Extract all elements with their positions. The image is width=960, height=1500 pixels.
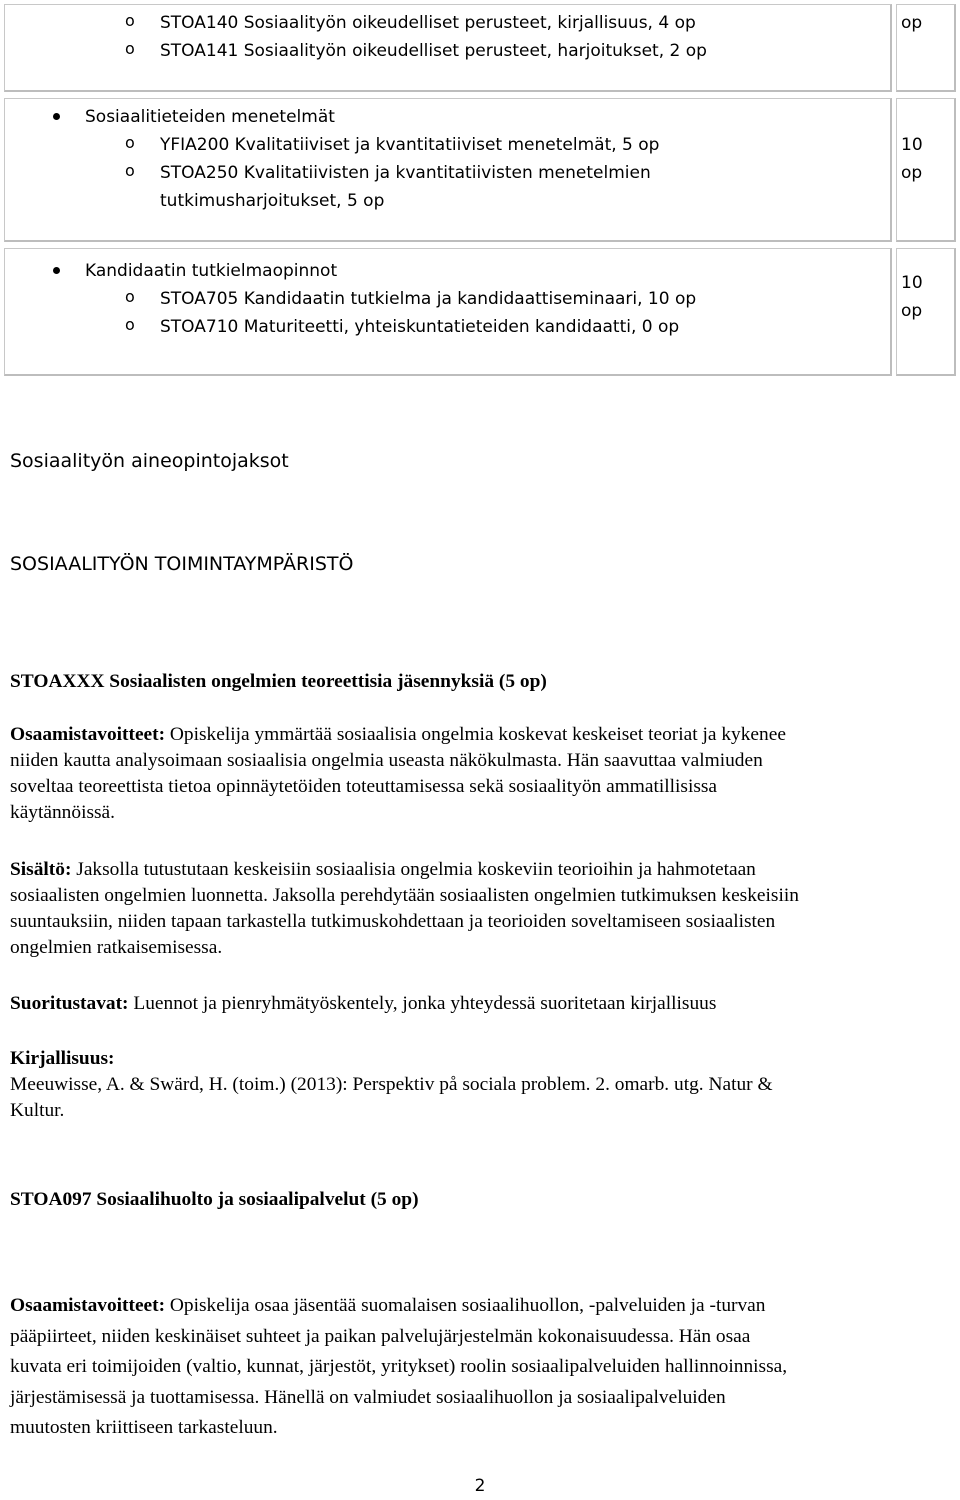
list-marker-circle: o	[125, 133, 135, 152]
list-marker-circle: o	[125, 11, 135, 30]
goals-text: Opiskelija osaa jäsentää suomalaisen sosiaalihuollon, -palveluiden ja -turvan	[165, 1295, 766, 1316]
goals-text: järjestämisessä ja tuottamisessa. Hänellä on valmiudet sosiaalihuollon ja sosiaalipalveluiden	[10, 1386, 726, 1408]
bullet-icon	[53, 113, 60, 120]
list-item: STOA705 Kandidaatin tutkielma ja kandidaattiseminaari, 10 op	[160, 289, 697, 309]
list-item: STOA250 Kvalitatiivisten ja kvantitatiivisten menetelmien	[160, 163, 651, 183]
table-cell-courses	[4, 4, 892, 92]
list-marker-circle: o	[125, 315, 135, 334]
table-cell-credits	[896, 98, 956, 242]
list-item: STOA140 Sosiaalityön oikeudelliset perusteet, kirjallisuus, 4 op	[160, 13, 696, 33]
credits-unit: op	[901, 301, 923, 321]
section-heading: SOSIAALITYÖN TOIMINTAYMPÄRISTÖ	[10, 553, 354, 575]
table-row	[4, 4, 956, 92]
table-cell-courses	[4, 248, 892, 376]
methods-text: Luennot ja pienryhmätyöskentely, jonka yhteydessä suoritetaan kirjallisuus	[128, 993, 717, 1014]
list-marker-circle: o	[125, 161, 135, 180]
list-item: STOA710 Maturiteetti, yhteiskuntatieteiden kandidaatti, 0 op	[160, 317, 680, 337]
course-methods	[10, 991, 950, 1017]
list-item-continuation: tutkimusharjoitukset, 5 op	[160, 191, 385, 211]
methods-label: Suoritustavat:	[10, 993, 129, 1014]
table-cell-credits	[896, 4, 956, 92]
list-marker-circle: o	[125, 39, 135, 58]
goals-label: Osaamistavoitteet:	[10, 1295, 166, 1316]
credits-number: 10	[901, 135, 923, 155]
goals-label: Osaamistavoitteet:	[10, 724, 166, 745]
course-table	[4, 4, 956, 382]
course-literature	[10, 1046, 950, 1124]
course-title: STOA097 Sosiaalihuolto ja sosiaalipalvelut (5 op)	[10, 1189, 419, 1210]
table-row	[4, 248, 956, 376]
literature-label: Kirjallisuus:	[10, 1048, 115, 1069]
goals-text: soveltaa teoreettista tietoa opinnäytetöiden toteuttamisessa sekä sosiaalityön ammatillisissa	[10, 776, 718, 797]
content-text: sosiaalisten ongelmien luonnetta. Jaksolla perehdytään sosiaalisten ongelmien tutkimuksen keskeisiin	[10, 885, 799, 906]
course-goals	[10, 722, 950, 826]
goals-text: muutosten kriittiseen tarkasteluun.	[10, 1417, 278, 1438]
goals-text: Opiskelija ymmärtää sosiaalisia ongelmia koskevat keskeiset teoriat ja kykenee	[165, 724, 786, 745]
list-item: YFIA200 Kvalitatiiviset ja kvantitatiiviset menetelmät, 5 op	[160, 135, 660, 155]
goals-text: kuvata eri toimijoiden (valtio, kunnat, järjestöt, yritykset) roolin sosiaalipalveluiden hallinnoinnissa,	[10, 1356, 788, 1377]
literature-text: Kultur.	[10, 1100, 65, 1121]
bullet-icon	[53, 267, 60, 274]
course-goals	[10, 1291, 950, 1444]
goals-text: pääpiirteet, niiden keskinäiset suhteet ja paikan palvelujärjestelmän kokonaisuudessa. Hän osaa	[10, 1325, 751, 1347]
credits-unit: op	[901, 163, 923, 183]
page-number: 2	[474, 1476, 486, 1496]
list-item: STOA141 Sosiaalityön oikeudelliset perusteet, harjoitukset, 2 op	[160, 41, 707, 61]
goals-text: niiden kautta analysoimaan sosiaalisia ongelmia useasta näkökulmasta. Hän saavuttaa valmiuden	[10, 750, 763, 771]
credits-unit: op	[901, 13, 923, 33]
table-cell-credits	[896, 248, 956, 376]
list-marker-circle: o	[125, 287, 135, 306]
content-text: Jaksolla tutustutaan keskeisiin sosiaalisia ongelmia koskeviin teorioihin ja hahmotetaan	[71, 859, 756, 880]
literature-text: Meeuwisse, A. & Swärd, H. (toim.) (2013): Perspektiv på sociala problem. 2. omarb. utg. Natur &	[10, 1074, 773, 1095]
aineopinnot-heading: Sosiaalityön aineopintojaksot	[10, 450, 289, 472]
credits-number: 10	[901, 273, 923, 293]
list-heading: Sosiaalitieteiden menetelmät	[85, 107, 335, 127]
content-text: suuntauksiin, niiden tapaan tarkastella tutkimuskohdettaan ja teorioiden soveltamiseen sosiaalisten	[10, 911, 776, 932]
goals-text: käytännöissä.	[10, 802, 116, 823]
list-heading: Kandidaatin tutkielmaopinnot	[85, 261, 338, 281]
table-cell-courses	[4, 98, 892, 242]
course-title: STOAXXX Sosiaalisten ongelmien teoreettisia jäsennyksiä (5 op)	[10, 671, 547, 692]
content-text: ongelmien ratkaisemisessa.	[10, 937, 223, 958]
table-row	[4, 98, 956, 242]
course-content	[10, 857, 950, 961]
content-label: Sisältö:	[10, 859, 72, 880]
